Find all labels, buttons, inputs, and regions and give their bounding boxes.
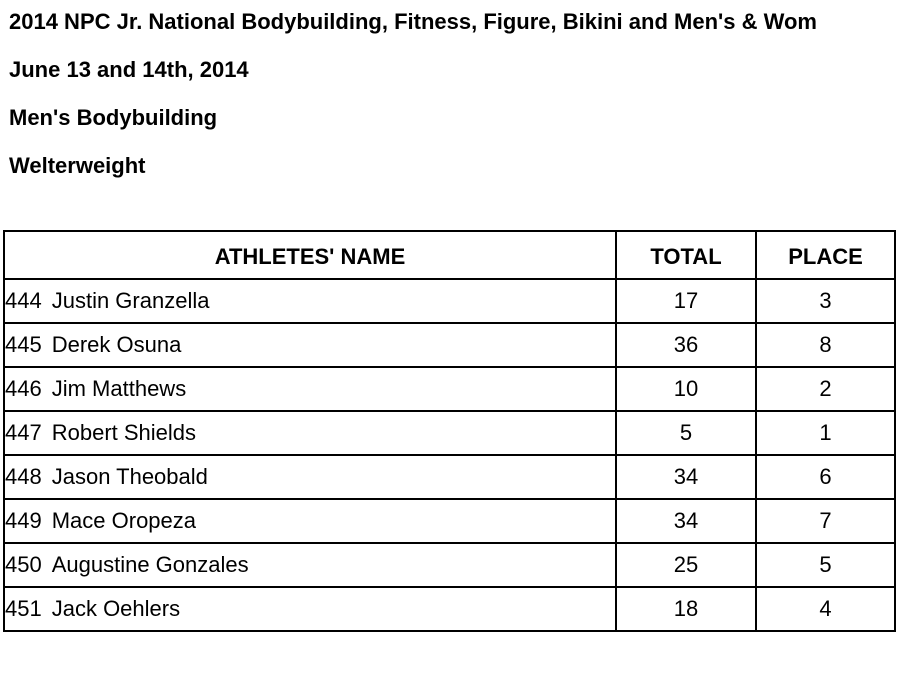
table-row [4, 587, 895, 631]
column-header-place: PLACE [756, 231, 895, 279]
table-header-row [4, 231, 895, 279]
athlete-cell [4, 323, 616, 367]
column-header-name: ATHLETES' NAME [4, 231, 616, 279]
athlete-cell [4, 367, 616, 411]
athlete-cell [4, 411, 616, 455]
athlete-name: Jason Theobald [51, 464, 208, 489]
table-row [4, 499, 895, 543]
total-cell: 17 [616, 279, 756, 323]
weight-class-title: Welterweight [9, 153, 146, 178]
athlete-name: Jack Oehlers [51, 596, 181, 621]
place-cell: 4 [756, 587, 895, 631]
table-row [4, 411, 895, 455]
place-cell: 8 [756, 323, 895, 367]
table-row [4, 367, 895, 411]
results-table [3, 230, 896, 632]
column-header-total: TOTAL [616, 231, 756, 279]
place-cell: 5 [756, 543, 895, 587]
athlete-name: Robert Shields [51, 420, 197, 445]
athlete-number: 450 [5, 552, 42, 577]
total-cell: 34 [616, 455, 756, 499]
athlete-number: 446 [5, 376, 42, 401]
division-title: Men's Bodybuilding [9, 105, 218, 130]
event-dates: June 13 and 14th, 2014 [9, 57, 249, 82]
athlete-number: 451 [5, 596, 42, 621]
athlete-name: Mace Oropeza [51, 508, 197, 533]
athlete-cell [4, 455, 616, 499]
total-cell: 36 [616, 323, 756, 367]
event-title: 2014 NPC Jr. National Bodybuilding, Fitness, Figure, Bikini and Men's & Wom [9, 9, 817, 34]
athlete-cell [4, 499, 616, 543]
athlete-number: 447 [5, 420, 42, 445]
total-cell: 10 [616, 367, 756, 411]
athlete-name: Jim Matthews [51, 376, 187, 401]
table-row [4, 455, 895, 499]
place-cell: 6 [756, 455, 895, 499]
total-cell: 18 [616, 587, 756, 631]
athlete-name: Justin Granzella [51, 288, 210, 313]
place-cell: 3 [756, 279, 895, 323]
athlete-number: 448 [5, 464, 42, 489]
total-cell: 5 [616, 411, 756, 455]
athlete-number: 449 [5, 508, 42, 533]
place-cell: 7 [756, 499, 895, 543]
place-cell: 1 [756, 411, 895, 455]
table-row [4, 323, 895, 367]
total-cell: 25 [616, 543, 756, 587]
place-cell: 2 [756, 367, 895, 411]
athlete-number: 444 [5, 288, 42, 313]
athlete-cell [4, 543, 616, 587]
table-row [4, 543, 895, 587]
table-row [4, 279, 895, 323]
athlete-name: Augustine Gonzales [51, 552, 249, 577]
athlete-cell [4, 587, 616, 631]
total-cell: 34 [616, 499, 756, 543]
athlete-name: Derek Osuna [51, 332, 182, 357]
athlete-cell [4, 279, 616, 323]
athlete-number: 445 [5, 332, 42, 357]
